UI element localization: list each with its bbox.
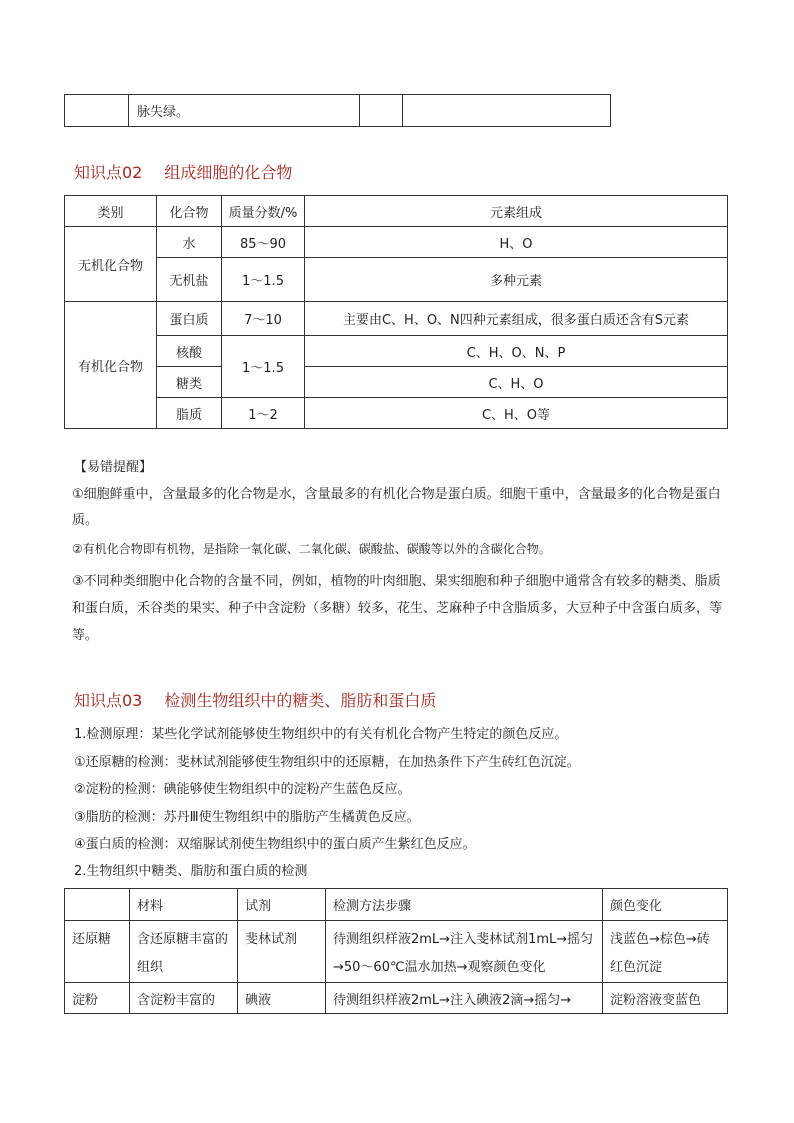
- mass-cell: 1～1.5: [222, 336, 305, 398]
- compound-cell: 蛋白质: [157, 302, 222, 336]
- elements-cell: 多种元素: [305, 258, 728, 302]
- color-cell: 淀粉溶液变蓝色: [603, 983, 728, 1014]
- material-cell: 含淀粉丰富的: [130, 983, 238, 1014]
- section-number: 知识点02: [74, 163, 143, 182]
- section-heading: 检测生物组织中的糖类、脂肪和蛋白质: [164, 691, 437, 710]
- elements-cell: H、O: [305, 227, 728, 258]
- section-title: [74, 160, 292, 183]
- reminder-title: 【易错提醒】: [74, 460, 153, 475]
- table-row: [65, 302, 728, 336]
- category-cell: 有机化合物: [65, 302, 157, 429]
- elements-cell: C、H、O、N、P: [305, 336, 728, 367]
- text-line: ③脂肪的检测：苏丹Ⅲ使生物组织中的脂肪产生橘黄色反应。: [74, 810, 420, 825]
- mass-cell: 1～1.5: [222, 258, 305, 302]
- elements-cell: C、H、O等: [305, 398, 728, 429]
- name-cell: 还原糖: [65, 921, 130, 983]
- reminder-paragraph: ②有机化合物即有机物，是指除一氧化碳、二氧化碳、碳酸盐、碳酸等以外的含碳化合物。: [72, 542, 551, 556]
- compound-cell: 糖类: [157, 367, 222, 398]
- material-cell: 含还原糖丰富的组织: [130, 921, 238, 983]
- reagent-cell: 斐林试剂: [238, 921, 326, 983]
- steps-cell: 待测组织样液2mL→注入碘液2滴→摇匀→: [326, 983, 603, 1014]
- table-header-row: [65, 889, 728, 921]
- color-cell: 浅蓝色→棕色→砖红色沉淀: [603, 921, 728, 983]
- table-row: [65, 258, 728, 302]
- header-cell: [65, 889, 130, 921]
- table-row: [65, 367, 728, 398]
- steps-cell: 待测组织样液2mL→注入斐林试剂1mL→摇匀→50～60℃温水加热→观察颜色变化: [326, 921, 603, 983]
- top-table-cell: 脉失绿。: [129, 95, 360, 127]
- table-row: [65, 398, 728, 429]
- reminder-paragraph: ③不同种类细胞中化合物的含量不同，例如，植物的叶肉细胞、果实细胞和种子细胞中通常含有较多的糖类、脂质和蛋白质，禾谷类的果实、种子中含淀粉（多糖）较多，花生、芝麻种子中含脂质多，大豆种子中含蛋白质多，等等。: [72, 574, 723, 643]
- compound-cell: 核酸: [157, 336, 222, 367]
- mass-cell: 85～90: [222, 227, 305, 258]
- text-line: 2.生物组织中糖类、脂肪和蛋白质的检测: [74, 864, 308, 879]
- header-cell: 试剂: [238, 889, 326, 921]
- table-header-row: [65, 196, 728, 227]
- section-number: 知识点03: [74, 691, 143, 710]
- header-cell: 检测方法步骤: [326, 889, 603, 921]
- text-line: ②淀粉的检测：碘能够使生物组织中的淀粉产生蓝色反应。: [74, 782, 411, 797]
- top-table-cell: [65, 95, 129, 127]
- detection-table: [64, 888, 728, 1014]
- header-cell: 化合物: [157, 196, 222, 227]
- top-table-cell: [403, 95, 611, 127]
- header-cell: 质量分数/%: [222, 196, 305, 227]
- reagent-cell: 碘液: [238, 983, 326, 1014]
- compound-cell: 脂质: [157, 398, 222, 429]
- header-cell: 颜色变化: [603, 889, 728, 921]
- compound-table: [64, 195, 728, 429]
- elements-cell: C、H、O: [305, 367, 728, 398]
- text-line: ①还原糖的检测：斐林试剂能够使生物组织中的还原糖，在加热条件下产生砖红色沉淀。: [74, 755, 580, 770]
- elements-cell: 主要由C、H、O、N四种元素组成，很多蛋白质还含有S元素: [305, 302, 728, 336]
- compound-cell: 无机盐: [157, 258, 222, 302]
- table-row: [65, 227, 728, 258]
- table-row: [65, 921, 728, 983]
- table-row: [65, 983, 728, 1014]
- mass-cell: 7～10: [222, 302, 305, 336]
- category-cell: 无机化合物: [65, 227, 157, 302]
- top-table: [64, 94, 611, 127]
- section-heading: 组成细胞的化合物: [164, 163, 293, 182]
- header-cell: 材料: [130, 889, 238, 921]
- table-row: [65, 336, 728, 367]
- header-cell: 元素组成: [305, 196, 728, 227]
- text-line: 1.检测原理：某些化学试剂能够使生物组织中的有关有机化合物产生特定的颜色反应。: [74, 727, 568, 742]
- text-line: ④蛋白质的检测：双缩脲试剂使生物组织中的蛋白质产生紫红色反应。: [74, 837, 476, 852]
- mass-cell: 1～2: [222, 398, 305, 429]
- compound-cell: 水: [157, 227, 222, 258]
- top-table-cell: [360, 95, 403, 127]
- reminder-paragraph: ①细胞鲜重中，含量最多的化合物是水，含量最多的有机化合物是蛋白质。细胞干重中，含量最多的化合物是蛋白质。: [72, 487, 721, 528]
- section-title: [74, 688, 436, 711]
- header-cell: 类别: [65, 196, 157, 227]
- name-cell: 淀粉: [65, 983, 130, 1014]
